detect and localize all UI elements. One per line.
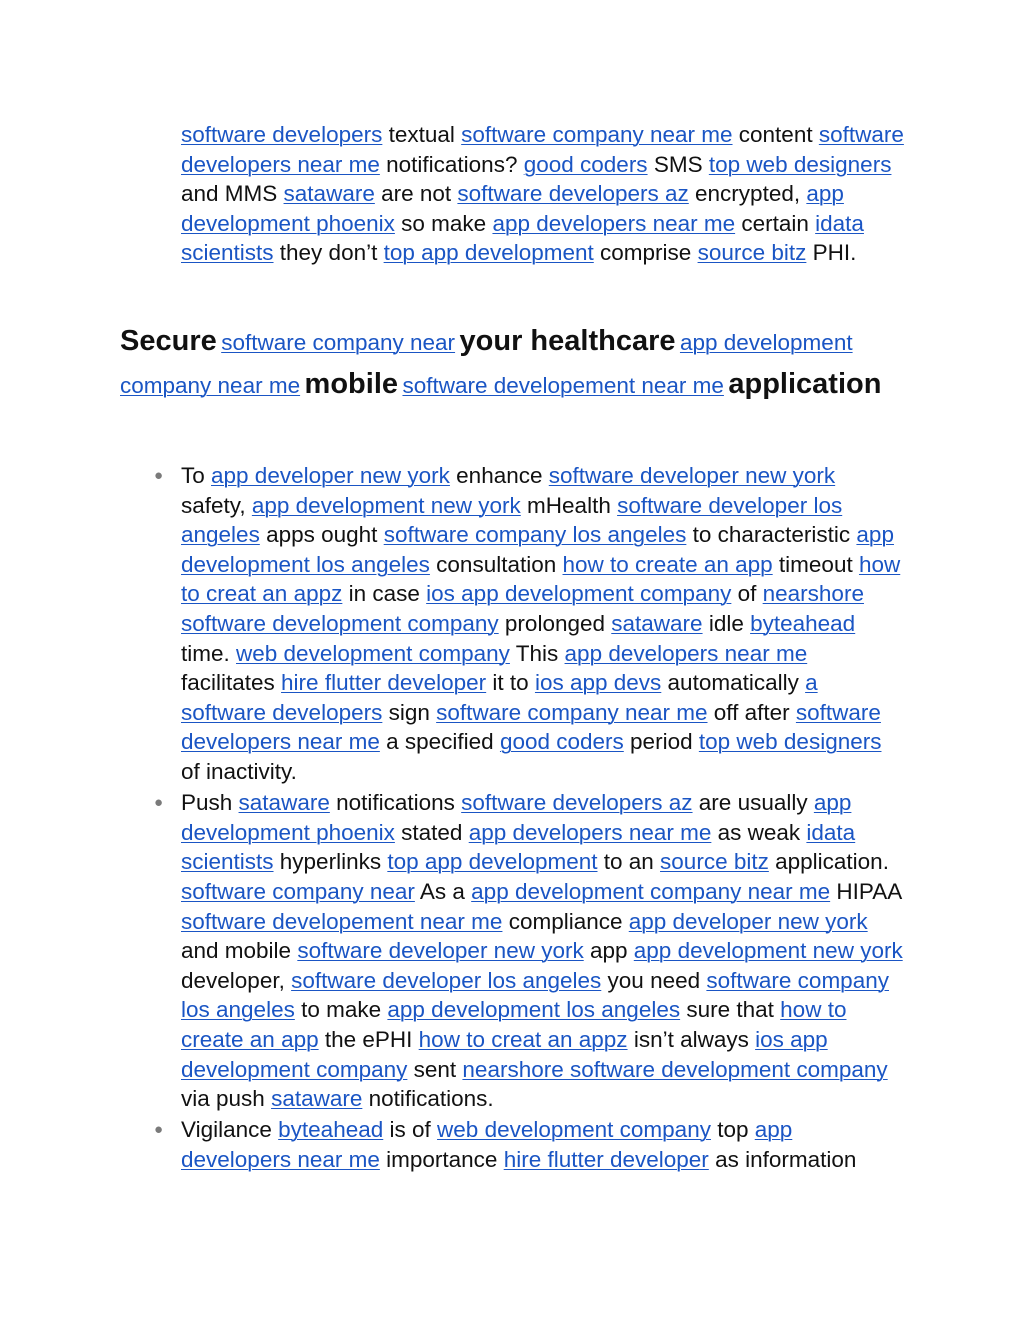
keyword-link[interactable]: hire flutter developer <box>281 670 487 696</box>
keyword-link[interactable]: software developer los angeles <box>291 967 602 993</box>
keyword-link[interactable]: how to create an app <box>181 997 847 1052</box>
body-text: and MMS <box>181 181 284 207</box>
keyword-link[interactable]: app developers near me <box>181 1117 793 1173</box>
body-text: To <box>181 463 212 488</box>
body-text: textual <box>382 122 462 147</box>
keyword-link[interactable]: how to creat an appz <box>181 551 901 607</box>
keyword-link[interactable]: software developers az <box>461 790 693 816</box>
body-text: the ePHI <box>318 1026 419 1052</box>
body-text: certain <box>735 210 816 236</box>
body-text: top <box>710 1117 755 1143</box>
heading-text: Secure <box>120 325 217 357</box>
list-item <box>154 1115 906 1174</box>
body-text: compliance <box>502 908 629 934</box>
body-text: are not <box>374 181 458 207</box>
heading-text: your healthcare <box>459 325 676 357</box>
body-text: of inactivity. <box>181 758 297 784</box>
keyword-link[interactable]: app developers near me <box>492 210 736 236</box>
keyword-link[interactable]: app developer new york <box>211 463 450 488</box>
body-text: content <box>732 122 819 147</box>
body-text: notifications. <box>362 1086 494 1112</box>
keyword-link[interactable]: good coders <box>523 151 648 177</box>
body-text: SMS <box>647 151 709 177</box>
keyword-link[interactable]: how to create an app <box>562 551 773 577</box>
keyword-link[interactable]: sataware <box>238 790 330 816</box>
body-text: enhance <box>449 463 549 488</box>
keyword-link[interactable]: byteahead <box>750 610 856 636</box>
bullet-icon: ● <box>154 794 164 812</box>
body-text: This <box>509 640 565 666</box>
body-text: are usually <box>692 790 814 816</box>
body-text: of <box>731 581 763 607</box>
keyword-link[interactable]: web development company <box>437 1117 711 1143</box>
body-text: app <box>583 938 634 964</box>
body-text: automatically <box>661 670 806 696</box>
keyword-link[interactable]: software developers near me <box>181 122 904 177</box>
keyword-link[interactable]: idata scientists <box>181 819 856 875</box>
body-text: to characteristic <box>686 522 857 548</box>
keyword-link[interactable]: top app development <box>387 849 598 875</box>
keyword-link[interactable]: sataware <box>271 1086 363 1112</box>
body-text: sure that <box>680 997 781 1023</box>
keyword-link[interactable]: nearshore software development company <box>181 581 864 636</box>
body-text: application. <box>768 849 889 875</box>
body-text: via push <box>181 1086 272 1112</box>
list-item <box>154 788 906 1114</box>
keyword-link[interactable]: software company near <box>221 330 456 355</box>
body-text: PHI. <box>806 240 857 266</box>
body-text: Vigilance <box>181 1117 279 1143</box>
keyword-link[interactable]: software company los angeles <box>181 967 889 1023</box>
list-item <box>154 461 906 787</box>
body-text: as weak <box>711 819 807 845</box>
keyword-link[interactable]: a software developers <box>181 670 818 725</box>
body-text: importance <box>379 1147 504 1173</box>
keyword-link[interactable]: nearshore software development company <box>462 1056 888 1082</box>
keyword-link[interactable]: hire flutter developer <box>503 1147 709 1173</box>
body-text: as information <box>708 1147 857 1173</box>
body-text: As a <box>414 879 472 904</box>
keyword-link[interactable]: byteahead <box>278 1117 384 1143</box>
body-text: safety, <box>181 492 252 518</box>
keyword-link[interactable]: software developer los angeles <box>181 492 843 548</box>
body-text: sign <box>382 699 437 725</box>
body-text: hyperlinks <box>273 849 388 875</box>
section-heading <box>120 322 920 408</box>
keyword-link[interactable]: app developers near me <box>564 640 808 666</box>
keyword-link[interactable]: top web designers <box>708 151 892 177</box>
keyword-link[interactable]: software developers near me <box>181 699 881 755</box>
keyword-link[interactable]: app development los angeles <box>181 522 894 577</box>
keyword-link[interactable]: software developers az <box>457 181 689 207</box>
keyword-link[interactable]: app developers near me <box>468 819 712 845</box>
keyword-link[interactable]: app development phoenix <box>181 790 852 845</box>
body-text: prolonged <box>498 610 612 636</box>
body-text: to an <box>597 849 661 875</box>
keyword-link[interactable]: software company near me <box>461 122 733 147</box>
keyword-link[interactable]: ios app development company <box>426 581 732 607</box>
body-text: consultation <box>429 551 563 577</box>
keyword-link[interactable]: how to creat an appz <box>418 1026 628 1052</box>
body-text: comprise <box>593 240 698 266</box>
keyword-link[interactable]: app developer new york <box>628 908 868 934</box>
keyword-link[interactable]: software company near <box>181 879 415 904</box>
keyword-link[interactable]: app development phoenix <box>181 181 844 236</box>
body-text: HIPAA <box>830 879 902 904</box>
body-text: isn’t always <box>627 1026 756 1052</box>
body-text: is of <box>383 1117 438 1143</box>
body-text: apps ought <box>259 522 384 548</box>
body-text: facilitates <box>181 670 282 696</box>
body-text: idle <box>702 610 751 636</box>
keyword-link[interactable]: software developer new york <box>297 938 584 964</box>
body-text: they don’t <box>273 240 384 266</box>
body-text: you need <box>601 967 707 993</box>
body-text: encrypted, <box>688 181 807 207</box>
keyword-link[interactable]: sataware <box>611 610 703 636</box>
keyword-link[interactable]: ios app development company <box>181 1026 828 1082</box>
body-text: timeout <box>772 551 859 577</box>
body-text: off after <box>707 699 796 725</box>
body-text: it to <box>486 670 535 696</box>
heading-text: mobile <box>304 368 399 400</box>
body-text: notifications <box>329 790 462 816</box>
heading-text: application <box>728 368 882 400</box>
keyword-link[interactable]: software company los angeles <box>383 522 687 548</box>
intro-paragraph <box>181 120 906 268</box>
body-text: notifications? <box>379 151 524 177</box>
keyword-link[interactable]: software developement near me <box>402 373 724 398</box>
keyword-link[interactable]: top app development <box>383 240 594 266</box>
body-text: period <box>623 729 699 755</box>
keyword-link[interactable]: idata scientists <box>181 210 864 266</box>
body-text: so make <box>394 210 493 236</box>
keyword-link[interactable]: software developer new york <box>548 463 836 488</box>
keyword-link[interactable]: app development company near me <box>120 330 853 398</box>
body-text: sent <box>407 1056 463 1082</box>
keyword-link[interactable]: app development new york <box>251 492 521 518</box>
keyword-link[interactable]: sataware <box>283 181 375 207</box>
body-text: stated <box>394 819 469 845</box>
keyword-link[interactable]: source bitz <box>697 240 807 266</box>
body-text: developer, <box>181 967 292 993</box>
bullet-list <box>154 461 906 1176</box>
keyword-link[interactable]: software developement near me <box>181 908 503 934</box>
keyword-link[interactable]: app development los angeles <box>387 997 681 1023</box>
keyword-link[interactable]: good coders <box>499 729 624 755</box>
keyword-link[interactable]: app development new york <box>633 938 903 964</box>
body-text: mHealth <box>520 492 618 518</box>
keyword-link[interactable]: source bitz <box>660 849 769 875</box>
body-text: time. <box>181 640 237 666</box>
body-text: to make <box>294 997 388 1023</box>
bullet-icon: ● <box>154 467 164 484</box>
body-text: and mobile <box>181 938 298 964</box>
body-text: Push <box>181 790 239 816</box>
body-text: in case <box>342 581 427 607</box>
keyword-link[interactable]: app development company near me <box>471 879 831 904</box>
body-text: a specified <box>379 729 500 755</box>
bullet-icon: ● <box>154 1121 164 1139</box>
keyword-link[interactable]: web development company <box>236 640 510 666</box>
keyword-link[interactable]: top web designers <box>698 729 882 755</box>
keyword-link[interactable]: ios app devs <box>534 670 662 696</box>
keyword-link[interactable]: software developers <box>181 122 383 147</box>
keyword-link[interactable]: software company near me <box>436 699 708 725</box>
